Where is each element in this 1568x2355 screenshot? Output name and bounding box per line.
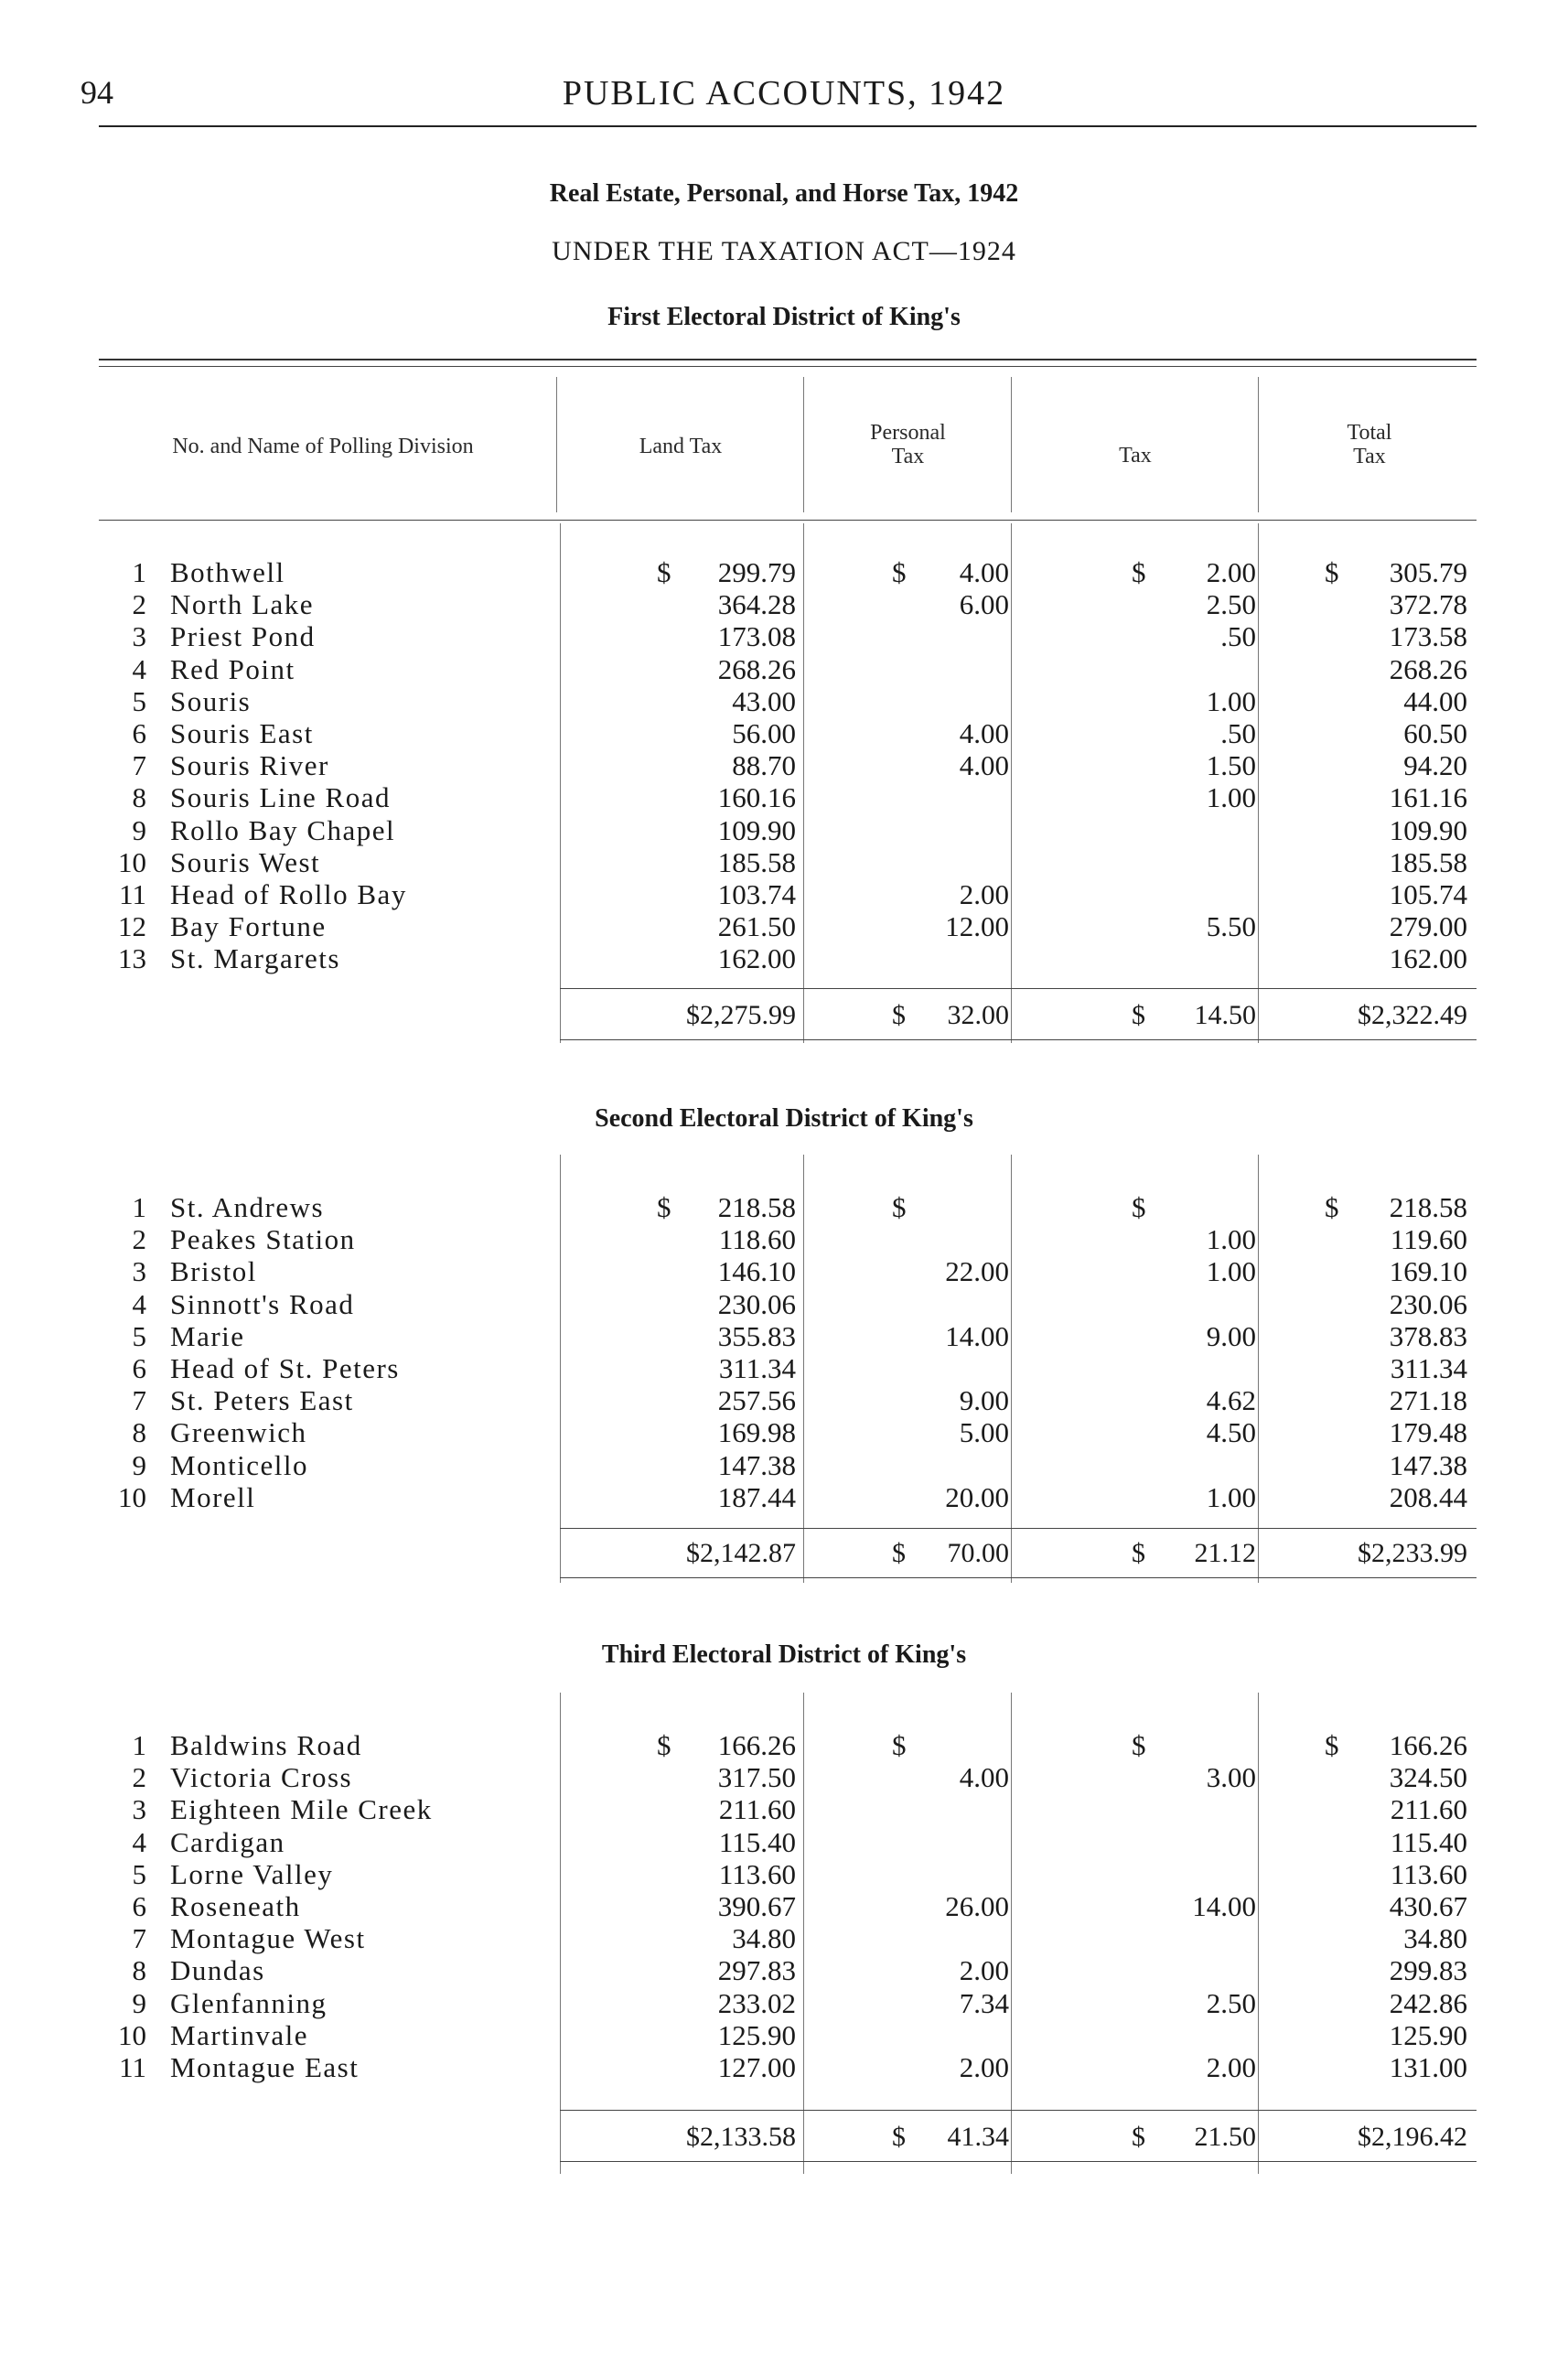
subtotal-bottom-rule [560,2161,1477,2162]
division-name-text: North Lake [170,588,319,620]
division-name-text: Glenfanning [170,1987,332,2019]
personal-tax-value: 4.00 [959,556,1009,588]
personal-tax-value: 9.00 [959,1384,1009,1417]
division-name [170,685,564,717]
column-divider [1258,377,1259,512]
currency-symbol: $ [657,556,671,588]
page-number: 94 [81,74,113,111]
land-tax-value: 109.90 [717,813,796,846]
division-number: 1 [132,1191,146,1223]
land-tax-value: 233.02 [717,1986,796,2019]
table-row [0,588,1568,620]
table-row [0,717,1568,749]
table-top-rule-2 [99,366,1477,367]
column-divider [1011,377,1012,512]
land-tax-total: $2,275.99 [686,1000,796,1030]
personal-tax-value: 4.00 [959,749,1009,782]
table-row [0,653,1568,685]
land-tax-value: 211.60 [718,1793,796,1826]
total-tax-value: 271.18 [1389,1384,1467,1417]
total-tax-value: 218.58 [1389,1191,1467,1223]
personal-tax-value: 14.00 [945,1319,1009,1352]
table-row [0,1793,1568,1825]
tax-total: 21.50 [1194,2122,1256,2152]
division-number: 4 [132,1287,146,1320]
tax-value: 4.62 [1206,1384,1256,1417]
division-name [170,1223,564,1255]
personal-tax-value: 26.00 [945,1890,1009,1922]
land-tax-value: 88.70 [732,749,796,782]
total-tax-value: 378.83 [1389,1319,1467,1352]
district-total-row [0,2121,1568,2153]
tax-value: 2.00 [1206,2051,1256,2083]
land-tax-value: 169.98 [717,1416,796,1449]
land-tax-value: 147.38 [717,1448,796,1481]
division-number: 6 [132,1890,146,1922]
division-name-text: Lorne Valley [170,1858,338,1890]
land-tax-value: 297.83 [717,1954,796,1987]
table-row [0,1449,1568,1481]
division-name [170,588,564,620]
column-header-total-tax: Total Tax [1347,421,1392,468]
tax-value: 5.50 [1206,910,1256,943]
table-row [0,620,1568,652]
division-name-text: Dundas [170,1954,271,1986]
division-name [170,1255,564,1287]
total-tax-value: 34.80 [1403,1922,1467,1955]
tax-value: .50 [1220,717,1256,749]
running-title: PUBLIC ACCOUNTS, 1942 [562,74,1006,113]
currency-symbol: $ [1325,1729,1339,1761]
column-divider [803,377,804,512]
land-tax-value: 115.40 [718,1825,796,1858]
division-name [170,1761,564,1793]
total-tax-value: 166.26 [1389,1729,1467,1761]
division-number: 8 [132,781,146,814]
subtotal-rule [560,988,1477,989]
currency-symbol: $ [1132,1729,1146,1761]
division-name [170,1954,564,1986]
division-name [170,1729,564,1761]
total-tax-value: 169.10 [1389,1255,1467,1288]
currency-symbol: $ [1132,556,1146,588]
division-name-text: Bothwell [170,556,291,588]
currency-symbol: $ [892,1538,906,1568]
land-tax-value: 173.08 [717,620,796,653]
division-name [170,1481,564,1513]
division-number: 4 [132,1825,146,1858]
total-tax-value: 125.90 [1389,2018,1467,2051]
land-tax-value: 355.83 [717,1319,796,1352]
total-tax-value: 173.58 [1389,620,1467,653]
division-number: 4 [132,652,146,685]
table-row [0,1255,1568,1287]
division-number: 11 [119,878,146,910]
division-name-text: Peakes Station [170,1223,361,1255]
table-row [0,1384,1568,1416]
tax-value: .50 [1220,620,1256,653]
district-total-row [0,999,1568,1031]
total-tax-total: $2,233.99 [1358,1538,1467,1568]
currency-symbol: $ [1132,2122,1145,2152]
division-name [170,2051,564,2083]
table-row [0,910,1568,942]
currency-symbol: $ [1325,556,1339,588]
land-tax-value: 103.74 [717,878,796,910]
table-row [0,1191,1568,1223]
division-number: 6 [132,717,146,749]
total-tax-value: 60.50 [1403,717,1467,749]
division-name [170,620,564,652]
division-number: 8 [132,1954,146,1987]
division-name-text: Souris River [170,749,335,781]
division-name [170,910,564,942]
tax-value: 1.00 [1206,1255,1256,1288]
district-title-third: Third Electoral District of King's [601,1640,967,1669]
total-tax-value: 105.74 [1389,878,1467,910]
division-number: 7 [132,749,146,782]
division-name-text: Rollo Bay Chapel [170,814,401,846]
division-number: 1 [132,556,146,588]
division-number: 5 [132,684,146,717]
table-row [0,685,1568,717]
total-tax-value: 113.60 [1390,1857,1467,1890]
table-top-rule [99,359,1477,360]
currency-symbol: $ [657,1191,671,1223]
personal-tax-value: 7.34 [959,1986,1009,2019]
report-title: Real Estate, Personal, and Horse Tax, 1942 [549,179,1019,208]
land-tax-value: 162.00 [717,942,796,975]
land-tax-value: 160.16 [717,781,796,814]
division-name-text: Roseneath [170,1890,306,1922]
table-row [0,1416,1568,1448]
tax-value: 14.00 [1192,1890,1256,1922]
personal-tax-value: 22.00 [945,1255,1009,1288]
total-tax-value: 115.40 [1390,1825,1467,1858]
division-number: 2 [132,1223,146,1256]
table-row [0,878,1568,910]
total-tax-value: 131.00 [1389,2051,1467,2083]
division-name-text: Monticello [170,1449,314,1481]
division-name-text: Montague West [170,1922,371,1954]
division-name-text: Priest Pond [170,620,321,652]
land-tax-value: 390.67 [717,1890,796,1922]
table-row [0,1729,1568,1761]
division-name [170,1826,564,1858]
column-header-division: No. and Name of Polling Division [172,435,474,458]
land-tax-total: $2,142.87 [686,1538,796,1568]
division-name-text: Red Point [170,653,301,685]
personal-tax-total: 41.34 [947,2122,1009,2152]
division-number: 9 [132,1448,146,1481]
division-name [170,653,564,685]
division-name [170,1987,564,2019]
table-row [0,1826,1568,1858]
division-number: 9 [132,1986,146,2019]
table-row [0,2051,1568,2083]
table-row [0,781,1568,813]
division-name [170,1793,564,1825]
land-tax-value: 125.90 [717,2018,796,2051]
land-tax-value: 34.80 [732,1922,796,1955]
division-name-text: Bay Fortune [170,910,332,942]
division-name-text: St. Peters East [170,1384,360,1416]
personal-tax-value: 2.00 [959,2051,1009,2083]
land-tax-value: 185.58 [717,845,796,878]
division-name [170,1320,564,1352]
column-header-personal-tax: Personal Tax [870,421,946,468]
district-title-first: First Electoral District of King's [607,303,961,331]
division-name-text: Head of St. Peters [170,1352,405,1384]
division-name [170,749,564,781]
division-name [170,1288,564,1320]
division-name-text: St. Andrews [170,1191,329,1223]
personal-tax-value: 20.00 [945,1480,1009,1513]
total-tax-value: 162.00 [1389,942,1467,975]
personal-tax-value: 12.00 [945,910,1009,943]
total-tax-value: 147.38 [1389,1448,1467,1481]
land-tax-value: 127.00 [717,2051,796,2083]
tax-value: 3.00 [1206,1761,1256,1794]
tax-value: 4.50 [1206,1416,1256,1449]
division-name [170,781,564,813]
division-name-text: Greenwich [170,1416,313,1448]
division-name-text: Morell [170,1481,261,1513]
personal-tax-value: 6.00 [959,588,1009,621]
total-tax-value: 311.34 [1390,1352,1467,1384]
land-tax-value: 311.34 [718,1352,796,1384]
land-tax-total: $2,133.58 [686,2122,796,2152]
table-row [0,846,1568,878]
table-row [0,1987,1568,2019]
table-row [0,1922,1568,1954]
total-tax-value: 279.00 [1389,910,1467,943]
division-name-text: Bristol [170,1255,263,1287]
division-name [170,556,564,588]
division-name-text: Souris East [170,717,319,749]
currency-symbol: $ [657,1729,671,1761]
division-name [170,1449,564,1481]
division-number: 3 [132,620,146,653]
act-subtitle: UNDER THE TAXATION ACT—1924 [552,236,1016,266]
total-tax-value: 211.60 [1390,1793,1467,1826]
division-name-text: Sinnott's Road [170,1288,360,1320]
land-tax-value: 113.60 [718,1857,796,1890]
division-name-text: Souris [170,685,256,717]
division-number: 6 [132,1352,146,1384]
total-tax-value: 242.86 [1389,1986,1467,2019]
land-tax-value: 257.56 [717,1384,796,1417]
currency-symbol: $ [1132,1191,1146,1223]
personal-tax-total: 70.00 [947,1538,1009,1568]
division-number: 5 [132,1857,146,1890]
table-row [0,749,1568,781]
tax-value: 2.00 [1206,556,1256,588]
division-number: 11 [119,2051,146,2083]
division-name [170,1384,564,1416]
total-tax-value: 179.48 [1389,1416,1467,1449]
division-number: 2 [132,588,146,621]
division-name-text: Baldwins Road [170,1729,368,1761]
total-tax-value: 109.90 [1389,813,1467,846]
division-name [170,1922,564,1954]
division-number: 3 [132,1255,146,1288]
division-number: 1 [132,1729,146,1761]
currency-symbol: $ [1325,1191,1339,1223]
currency-symbol: $ [892,1000,906,1030]
column-divider [556,377,557,512]
land-tax-value: 218.58 [717,1191,796,1223]
division-name [170,1416,564,1448]
table-row [0,1858,1568,1890]
personal-tax-value: 2.00 [959,1954,1009,1987]
tax-value: 1.00 [1206,1480,1256,1513]
total-tax-value: 268.26 [1389,652,1467,685]
column-header-land-tax: Land Tax [639,435,723,458]
total-tax-total: $2,322.49 [1358,1000,1467,1030]
land-tax-value: 230.06 [717,1287,796,1320]
personal-tax-total: 32.00 [947,1000,1009,1030]
division-number: 12 [118,910,146,943]
total-tax-value: 230.06 [1389,1287,1467,1320]
personal-tax-value: 4.00 [959,1761,1009,1794]
land-tax-value: 166.26 [717,1729,796,1761]
table-row [0,1320,1568,1352]
division-name [170,2019,564,2051]
land-tax-value: 364.28 [717,588,796,621]
land-tax-value: 43.00 [732,684,796,717]
division-name-text: Eighteen Mile Creek [170,1793,438,1825]
currency-symbol: $ [892,2122,906,2152]
land-tax-value: 317.50 [717,1761,796,1794]
division-number: 10 [118,845,146,878]
division-name [170,1858,564,1890]
currency-symbol: $ [1132,1000,1145,1030]
total-tax-value: 161.16 [1389,781,1467,814]
header-rule [99,125,1477,127]
total-tax-value: 430.67 [1389,1890,1467,1922]
currency-symbol: $ [892,1191,907,1223]
tax-value: 2.50 [1206,1986,1256,2019]
total-tax-value: 324.50 [1389,1761,1467,1794]
tax-value: 1.00 [1206,1223,1256,1256]
table-row [0,1954,1568,1986]
tax-total: 21.12 [1194,1538,1256,1568]
land-tax-value: 56.00 [732,717,796,749]
division-name [170,846,564,878]
division-name [170,717,564,749]
column-header-tax: Tax [1119,444,1152,468]
land-tax-value: 268.26 [717,652,796,685]
district-total-row [0,1537,1568,1569]
tax-value: 1.50 [1206,749,1256,782]
subtotal-rule [560,1528,1477,1529]
division-number: 7 [132,1922,146,1955]
total-tax-value: 305.79 [1389,556,1467,588]
table-row [0,1223,1568,1255]
tax-value: 1.00 [1206,781,1256,814]
division-number: 5 [132,1319,146,1352]
division-name-text: Souris West [170,846,326,878]
land-tax-value: 118.60 [718,1223,796,1256]
table-row [0,1352,1568,1384]
division-name [170,1191,564,1223]
division-name-text: St. Margarets [170,942,346,974]
land-tax-value: 146.10 [717,1255,796,1288]
table-row [0,1890,1568,1922]
currency-symbol: $ [892,556,907,588]
subtotal-bottom-rule [560,1577,1477,1578]
personal-tax-value: 4.00 [959,717,1009,749]
subtotal-bottom-rule [560,1039,1477,1040]
division-name-text: Marie [170,1320,251,1352]
district-title-second: Second Electoral District of King's [595,1104,973,1133]
division-number: 2 [132,1761,146,1794]
land-tax-value: 261.50 [717,910,796,943]
tax-total: 14.50 [1194,1000,1256,1030]
total-tax-value: 44.00 [1403,684,1467,717]
currency-symbol: $ [892,1729,907,1761]
tax-value: 2.50 [1206,588,1256,621]
division-name-text: Souris Line Road [170,781,396,813]
table-row [0,2019,1568,2051]
table-row [0,942,1568,974]
table-row [0,814,1568,846]
division-name-text: Head of Rollo Bay [170,878,413,910]
total-tax-value: 185.58 [1389,845,1467,878]
division-number: 10 [118,1480,146,1513]
total-tax-value: 94.20 [1403,749,1467,782]
land-tax-value: 187.44 [717,1480,796,1513]
personal-tax-value: 5.00 [959,1416,1009,1449]
total-tax-total: $2,196.42 [1358,2122,1467,2152]
division-number: 3 [132,1793,146,1826]
subtotal-rule [560,2110,1477,2111]
division-number: 13 [118,942,146,975]
personal-tax-value: 2.00 [959,878,1009,910]
division-number: 8 [132,1416,146,1449]
division-name [170,1890,564,1922]
division-name [170,1352,564,1384]
division-number: 7 [132,1384,146,1417]
total-tax-value: 372.78 [1389,588,1467,621]
division-name-text: Montague East [170,2051,364,2083]
table-row [0,556,1568,588]
division-name [170,878,564,910]
header-bottom-rule [99,520,1477,521]
currency-symbol: $ [1132,1538,1145,1568]
division-name [170,814,564,846]
division-name-text: Victoria Cross [170,1761,358,1793]
total-tax-value: 299.83 [1389,1954,1467,1987]
division-name [170,942,564,974]
table-row [0,1288,1568,1320]
tax-value: 9.00 [1206,1319,1256,1352]
table-row [0,1761,1568,1793]
division-name-text: Martinvale [170,2019,314,2051]
division-name-text: Cardigan [170,1826,291,1858]
division-number: 10 [118,2018,146,2051]
total-tax-value: 208.44 [1389,1480,1467,1513]
table-row [0,1481,1568,1513]
land-tax-value: 299.79 [717,556,796,588]
total-tax-value: 119.60 [1390,1223,1467,1256]
tax-value: 1.00 [1206,684,1256,717]
division-number: 9 [132,813,146,846]
